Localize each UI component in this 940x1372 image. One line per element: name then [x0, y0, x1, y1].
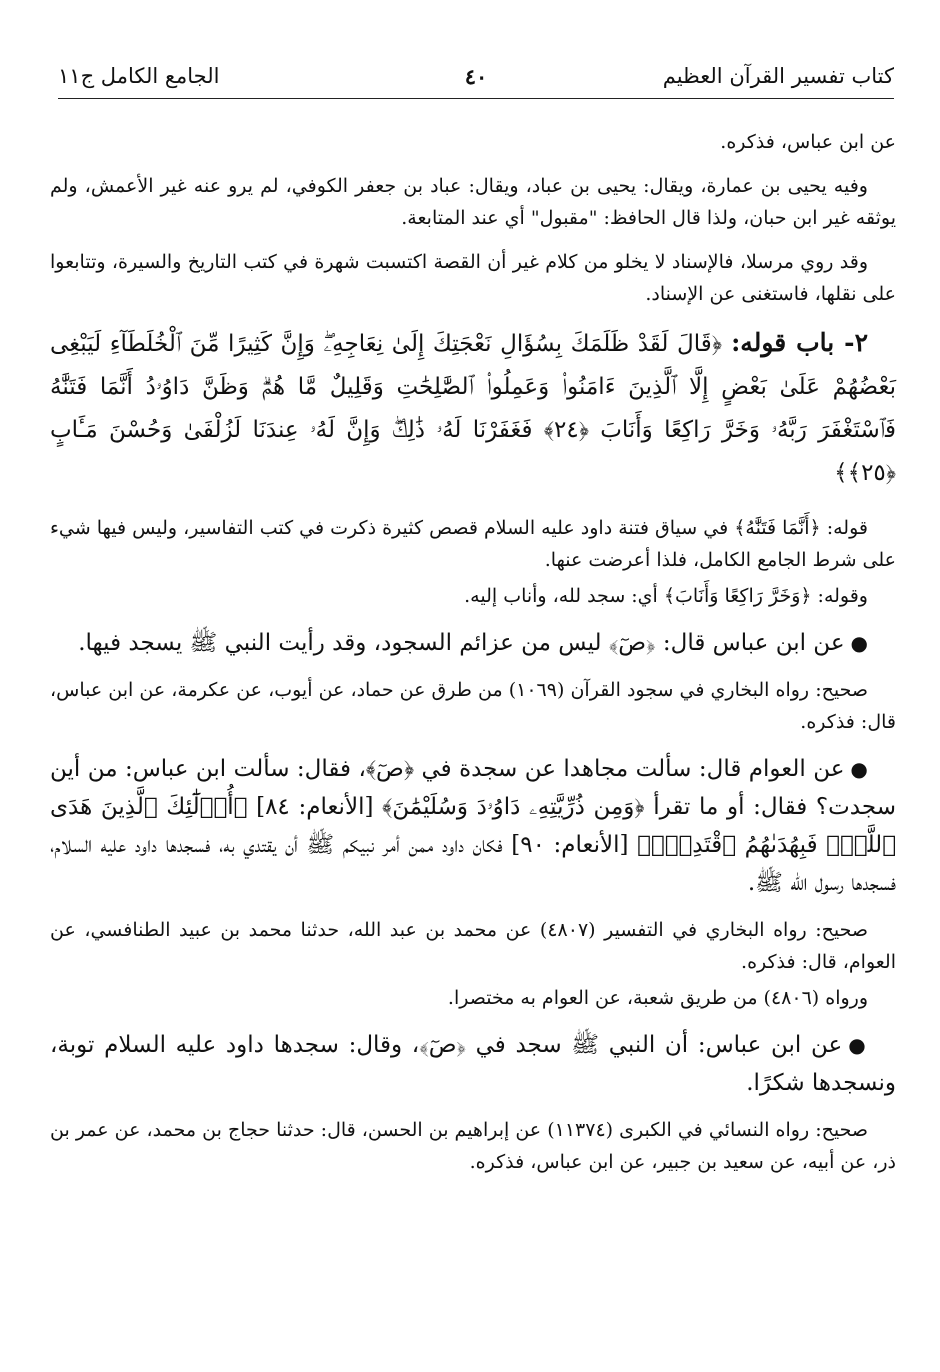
hadith-1	[50, 624, 896, 662]
page-content	[50, 126, 896, 1190]
paragraph-3: وقد روي مرسلا، فالإسناد لا يخلو من كلام غير أن القصة اكتسبت شهرة في كتب التاريخ والسيرة، وتتابعوا على نقلها، فاستغنى عن الإسناد.	[50, 251, 896, 305]
paragraph-7: صحيح: رواه البخاري في التفسير (٤٨٠٧) عن محمد بن عبد الله، حدثنا محمد بن عبيد الطنافسي، عن العوام، قال: فذكره.	[50, 919, 896, 973]
paragraph-4: قوله: ﴿أَنَّمَا فَتَنَّٰهُ﴾ في سياق فتنة داود عليه السلام قصص كثيرة ذكرت في كتب التفاسير، وليس فيها شيء على شرط الجامع الكامل، فلذا أعرضت عنها.	[50, 517, 896, 571]
bullet-icon: ●	[848, 1033, 869, 1057]
hadith-2-text: عن العوام قال: سألت مجاهدا عن سجدة في ﴿صٓ﴾، فقال: سألت ابن عباس: من أين سجدت؟ فقال: أو ما تقرأ ﴿وَمِن ذُرِّيَّتِهِۦ دَاوُۥدَ وَسُلَيْمَٰنَ﴾ [الأنعام: ٨٤] ﴿أُو۟لَٰٓئِكَ ٱلَّذِينَ هَدَى ٱللَّهُۖ فَبِهُدَىٰهُمُ ٱقْتَدِهْۗ﴾ [الأنعام: ٩٠] فكان داود ممن أمر نبيكم ﷺ أن يقتدي به، فسجدها داود عليه السلام، فسجدها رسول الله ﷺ.	[50, 756, 896, 896]
hadith-3-text: عن ابن عباس: أن النبي ﷺ سجد في ﴿صٓ﴾، وقال: سجدها داود عليه السلام توبة، ونسجدها شكرًا.	[50, 1032, 896, 1096]
hadith-1-text: عن ابن عباس قال: ﴿صٓ﴾ ليس من عزائم السجود، وقد رأيت النبي ﷺ يسجد فيها.	[78, 630, 845, 656]
chapter-verse: ﴿قَالَ لَقَدْ ظَلَمَكَ بِسُؤَالِ نَعْجَتِكَ إِلَىٰ نِعَاجِهِۦۖ وَإِنَّ كَثِيرًا مِّنَ ٱلْخُلَطَآءِ لَيَبْغِى بَعْضُهُمْ عَلَىٰ بَعْضٍ إِلَّا ٱلَّذِينَ ءَامَنُوا۟ وَعَمِلُوا۟ ٱلصَّٰلِحَٰتِ وَقَلِيلٌ مَّا هُمْۗ وَظَنَّ دَاوُۥدُ أَنَّمَا فَتَنَّٰهُ فَٱسْتَغْفَرَ رَبَّهُۥ وَخَرَّ رَاكِعًا وَأَنَابَ ﴿٢٤﴾ فَغَفَرْنَا لَهُۥ ذَٰلِكَۖ وَإِنَّ لَهُۥ عِندَنَا لَزُلْفَىٰ وَحُسْنَ مَـَٔابٍ ﴿٢٥﴾﴾	[50, 331, 896, 486]
book-title: كتاب تفسير القرآن العظيم	[662, 64, 894, 88]
paragraph-5: وقوله: ﴿وَخَرَّ رَاكِعًا وَأَنَابَ﴾ أي: سجد لله، وأناب إليه.	[464, 585, 868, 607]
bullet-icon: ●	[850, 757, 868, 781]
bullet-icon: ●	[850, 631, 868, 655]
hadith-2	[50, 750, 896, 902]
page-header	[58, 58, 894, 99]
paragraph-8: ورواه (٤٨٠٦) من طريق شعبة، عن العوام به مختصرا.	[447, 987, 868, 1009]
paragraph-6: صحيح: رواه البخاري في سجود القرآن (١٠٦٩) من طرق عن حماد، عن أيوب، عن عكرمة، عن ابن عباس، قال: فذكره.	[50, 679, 896, 733]
paragraph-9: صحيح: رواه النسائي في الكبرى (١١٣٧٤) عن إبراهيم بن الحسن، قال: حدثنا حجاج بن محمد، عن عمر بن ذر، عن أبيه، عن سعيد بن جبير، عن ابن عباس، فذكره.	[50, 1119, 896, 1173]
chapter-heading	[50, 322, 896, 494]
paragraph-1: عن ابن عباس، فذكره.	[720, 131, 896, 153]
page-number: ٤٠	[464, 64, 488, 89]
hadith-3	[50, 1026, 896, 1102]
chapter-title: ٢- باب قوله:	[731, 328, 868, 357]
paragraph-2: وفيه يحيى بن عمارة، ويقال: يحيى بن عباد، ويقال: عباد بن جعفر الكوفي، لم يرو عنه غير الأعمش، ولم يوثقه غير ابن حبان، ولذا قال الحافظ: "مقبول" أي عند المتابعة.	[50, 175, 896, 229]
volume-title: الجامع الكامل ج١١	[58, 64, 220, 88]
